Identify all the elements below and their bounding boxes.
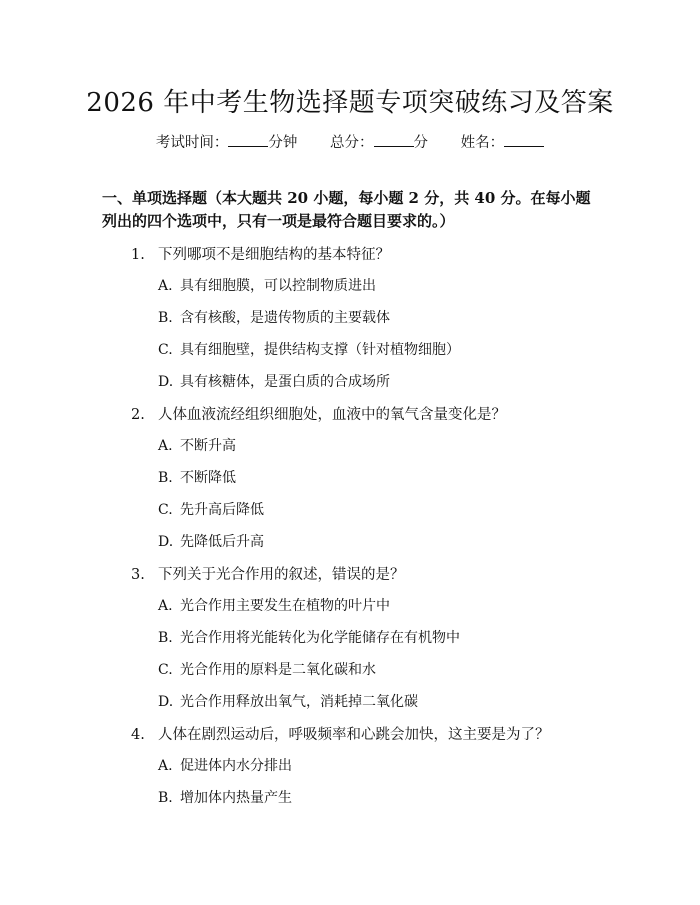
option-text: 光合作用主要发生在植物的叶片中 xyxy=(180,598,390,614)
question-stem xyxy=(131,563,405,584)
option-item xyxy=(158,531,264,551)
option-item xyxy=(158,307,390,327)
option-text: 具有细胞壁，提供结构支撑（针对植物细胞） xyxy=(180,342,460,358)
option-letter: A. xyxy=(158,598,173,614)
section-header: 一、单项选择题（本大题共 20 小题，每小题 2 分，共 40 分。在每小题列出的四个选项中，只有一项是最符合题目要求的。） xyxy=(102,189,591,230)
option-item xyxy=(158,467,236,487)
total-score-unit: 分 xyxy=(413,135,428,151)
question-text: 人体血液流经组织细胞处，血液中的氧气含量变化是？ xyxy=(158,407,506,423)
question-text: 下列关于光合作用的叙述，错误的是？ xyxy=(158,567,405,583)
option-item xyxy=(158,691,418,711)
option-text: 光合作用将光能转化为化学能储存在有机物中 xyxy=(180,630,460,646)
option-letter: A. xyxy=(158,278,173,294)
option-item xyxy=(158,499,264,519)
option-item xyxy=(158,787,292,807)
option-item xyxy=(158,435,236,455)
option-item xyxy=(158,595,390,615)
question-text: 人体在剧烈运动后，呼吸频率和心跳会加快，这主要是为了？ xyxy=(158,727,550,743)
option-letter: B. xyxy=(158,470,173,486)
student-name-blank xyxy=(504,134,544,147)
total-score-label: 总分： xyxy=(330,135,374,151)
question-text: 下列哪项不是细胞结构的基本特征？ xyxy=(158,247,390,263)
option-text: 具有细胞膜，可以控制物质进出 xyxy=(180,278,376,294)
option-text: 先降低后升高 xyxy=(180,534,264,550)
option-text: 不断降低 xyxy=(180,470,236,486)
option-text: 光合作用释放出氧气，消耗掉二氧化碳 xyxy=(180,694,418,710)
option-letter: B. xyxy=(158,630,173,646)
option-letter: D. xyxy=(158,534,174,550)
option-item xyxy=(158,659,376,679)
option-letter: C. xyxy=(158,342,173,358)
exam-info-bar xyxy=(0,131,700,152)
option-text: 促进体内水分排出 xyxy=(180,758,292,774)
student-name-field xyxy=(461,131,545,152)
option-letter: A. xyxy=(158,438,173,454)
option-text: 含有核酸，是遗传物质的主要载体 xyxy=(180,310,390,326)
exam-time-field xyxy=(156,131,298,152)
exam-time-unit: 分钟 xyxy=(268,135,298,151)
option-letter: A. xyxy=(158,758,173,774)
option-item xyxy=(158,275,376,295)
option-text: 不断升高 xyxy=(180,438,236,454)
option-text: 增加体内热量产生 xyxy=(180,790,292,806)
exam-time-blank xyxy=(228,134,268,147)
option-letter: B. xyxy=(158,310,173,326)
question-number: 4. xyxy=(131,727,145,743)
option-letter: C. xyxy=(158,662,173,678)
total-score-blank xyxy=(374,134,414,147)
option-letter: B. xyxy=(158,790,173,806)
option-item xyxy=(158,755,292,775)
exam-time-label: 考试时间： xyxy=(155,135,229,151)
question-number: 2. xyxy=(131,407,145,423)
option-item xyxy=(158,371,390,391)
option-letter: C. xyxy=(158,502,173,518)
option-letter: D. xyxy=(158,374,174,390)
question-number: 3. xyxy=(131,567,145,583)
question-stem xyxy=(131,243,390,264)
question-stem xyxy=(131,723,550,744)
question-number: 1. xyxy=(131,247,145,263)
total-score-field xyxy=(330,131,428,152)
question-stem xyxy=(131,403,506,424)
option-item xyxy=(158,627,460,647)
option-letter: D. xyxy=(158,694,174,710)
option-text: 具有核糖体，是蛋白质的合成场所 xyxy=(180,374,390,390)
option-text: 光合作用的原料是二氧化碳和水 xyxy=(180,662,376,678)
option-text: 先升高后降低 xyxy=(180,502,264,518)
student-name-label: 姓名： xyxy=(460,135,505,151)
option-item xyxy=(158,339,460,359)
document-title: 2026 年中考生物选择题专项突破练习及答案 xyxy=(86,88,614,118)
